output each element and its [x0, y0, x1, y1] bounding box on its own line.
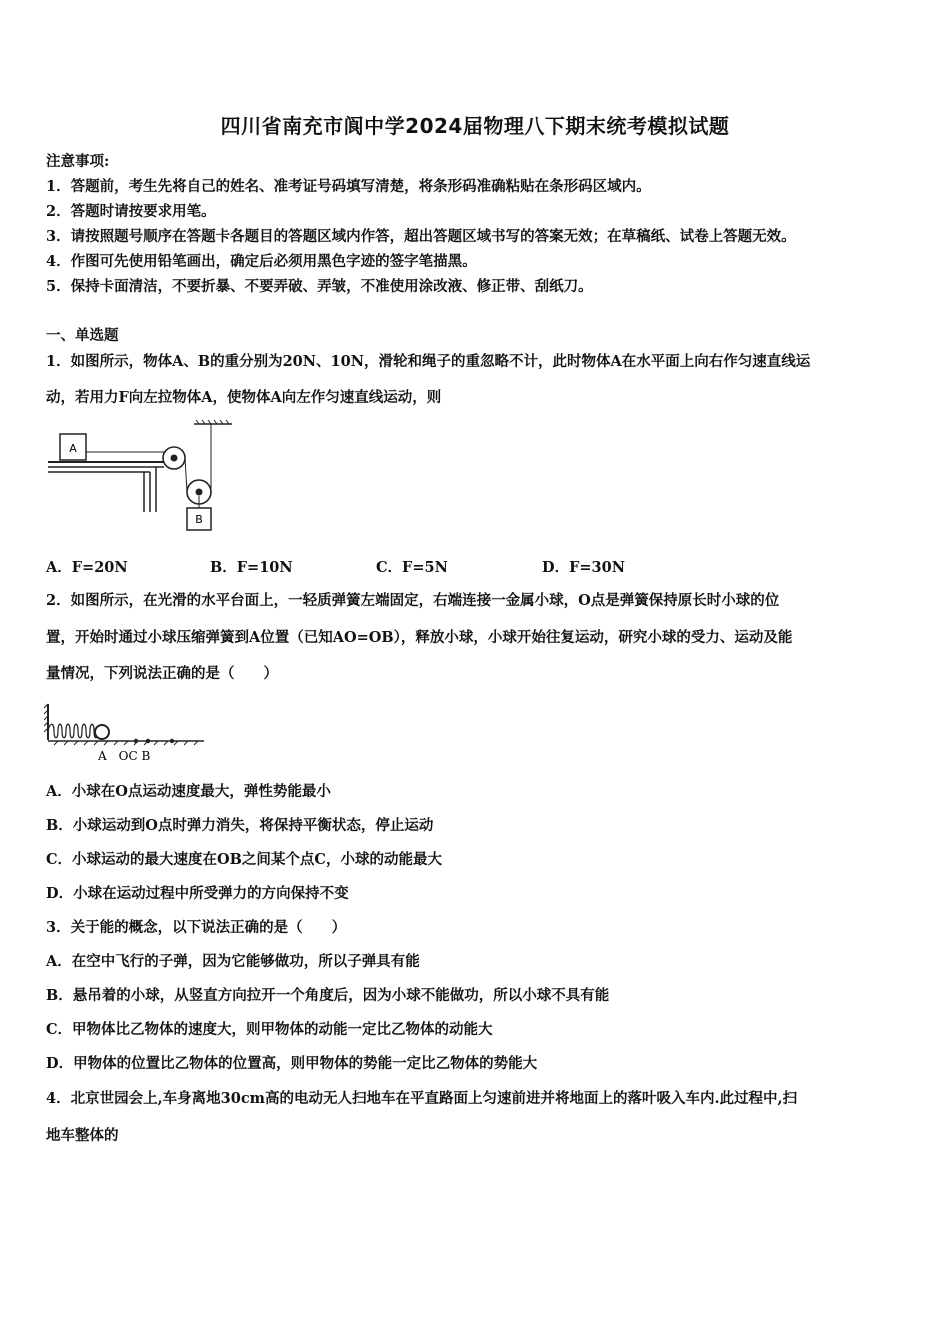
notice-item: 2．答题时请按要求用笔。	[46, 203, 216, 220]
option-d[interactable]: D．甲物体的位置比乙物体的位置高，则甲物体的势能一定比乙物体的势能大	[46, 1055, 538, 1072]
question-2-stem-continued: 量情况，下列说法正确的是（ ）	[46, 665, 278, 682]
block-b-label: B	[195, 513, 203, 526]
question-1-options	[46, 556, 746, 576]
spring	[48, 724, 98, 738]
option-d[interactable]: D．F=30N	[542, 559, 625, 576]
notice-heading: 注意事项:	[46, 153, 110, 170]
notice-item: 3．请按照题号顺序在答题卡各题目的答题区域内作答，超出答题区域书写的答案无效；在草稿纸、试卷上答题无效。	[46, 228, 796, 245]
question-1-stem: 1．如图所示，物体A、B的重分别为20N、10N，滑轮和绳子的重忽略不计，此时物体A在水平面上向右作匀速直线运	[46, 353, 811, 370]
option-c[interactable]: C．F=5N	[376, 559, 448, 576]
question-2-stem: 2．如图所示，在光滑的水平台面上，一轻质弹簧左端固定，右端连接一金属小球，O点是弹簧保持原长时小球的位	[46, 592, 780, 609]
metal-ball	[95, 725, 109, 739]
option-a[interactable]: A．F=20N	[46, 559, 128, 576]
notice-item: 5．保持卡面清洁，不要折暴、不要弄破、弄皱，不准使用涂改液、修正带、刮纸刀。	[46, 278, 593, 295]
option-a[interactable]: A．在空中飞行的子弹，因为它能够做功，所以子弹具有能	[46, 953, 420, 970]
question-2-stem-continued: 置，开始时通过小球压缩弹簧到A位置（已知AO=OB），释放小球，小球开始往复运动，研究小球的受力、运动及能	[46, 629, 793, 646]
pulley-figure	[46, 418, 236, 534]
option-c[interactable]: C．甲物体比乙物体的速度大，则甲物体的动能一定比乙物体的动能大	[46, 1021, 493, 1038]
notice-item: 4．作图可先使用铅笔画出，确定后必须用黑色字迹的签字笔描黑。	[46, 253, 477, 270]
spring-figure	[44, 700, 208, 764]
position-labels: A OC B	[98, 749, 151, 763]
section-heading: 一、单选题	[46, 327, 119, 344]
option-c[interactable]: C．小球运动的最大速度在OB之间某个点C，小球的动能最大	[46, 851, 442, 868]
option-b[interactable]: B．悬吊着的小球，从竖直方向拉开一个角度后，因为小球不能做功，所以小球不具有能	[46, 987, 610, 1004]
question-1-stem-continued: 动，若用力F向左拉物体A，使物体A向左作匀速直线运动，则	[46, 389, 442, 406]
option-a[interactable]: A．小球在O点运动速度最大，弹性势能最小	[46, 783, 331, 800]
option-b[interactable]: B．F=10N	[210, 559, 293, 576]
option-b[interactable]: B．小球运动到O点时弹力消失，将保持平衡状态，停止运动	[46, 817, 434, 834]
question-4-stem: 4．北京世园会上,车身离地30cm高的电动无人扫地车在平直路面上匀速前进并将地面上的落叶吸入车内.此过程中,扫	[46, 1090, 798, 1107]
notice-item: 1．答题前，考生先将自己的姓名、准考证号码填写清楚，将条形码准确粘贴在条形码区域内。	[46, 178, 651, 195]
page-title: 四川省南充市阆中学2024届物理八下期末统考模拟试题	[220, 114, 730, 138]
question-3-stem: 3．关于能的概念，以下说法正确的是（ ）	[46, 919, 347, 936]
question-4-stem-continued: 地车整体的	[46, 1127, 119, 1144]
option-d[interactable]: D．小球在运动过程中所受弹力的方向保持不变	[46, 885, 349, 902]
block-a-label: A	[69, 442, 77, 455]
